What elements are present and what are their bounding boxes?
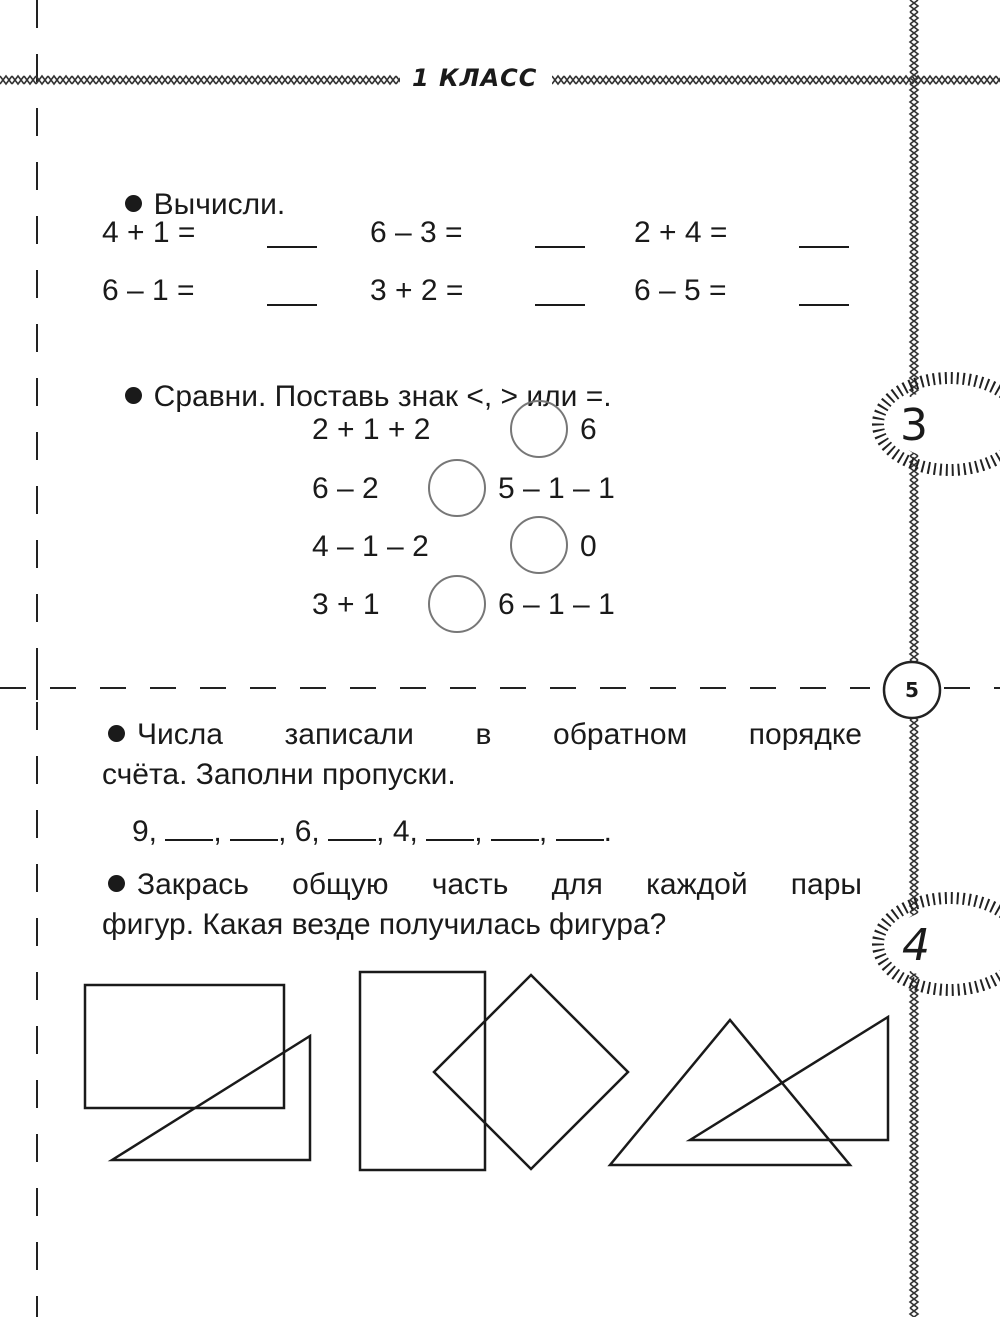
shape-rectangle-1[interactable] xyxy=(85,985,284,1108)
shape-diamond[interactable] xyxy=(434,975,628,1169)
task3-instruction-line2: счёта. Заполни пропуски. xyxy=(102,758,456,791)
compare-right-2: 5 – 1 – 1 xyxy=(498,472,615,505)
task1-expr-2: 6 – 3 = xyxy=(370,216,463,249)
compare-left-4: 3 + 1 xyxy=(312,588,380,621)
task3-instruction-line1: Числа записали в обратном порядке xyxy=(108,720,862,750)
shape-right-triangle-1[interactable] xyxy=(112,1036,310,1160)
task1-expr-3: 2 + 4 = xyxy=(634,216,728,249)
page-number: 5 xyxy=(905,678,919,702)
compare-left-3: 4 – 1 – 2 xyxy=(312,530,429,563)
shape-right-triangle-2[interactable] xyxy=(690,1017,888,1140)
shape-rectangle-2[interactable] xyxy=(360,972,485,1170)
task1-expr-4: 6 – 1 = xyxy=(102,274,195,307)
task4-instruction-line1: Закрась общую часть для каждой пары xyxy=(108,870,862,900)
task1-expr-1: 4 + 1 = xyxy=(102,216,196,249)
task4-instruction-line2: фигур. Какая везде получилась фигура? xyxy=(102,908,667,941)
task1-instruction: Вычисли. xyxy=(108,160,285,220)
compare-right-1: 6 xyxy=(580,413,597,446)
compare-right-3: 0 xyxy=(580,530,597,563)
compare-left-1: 2 + 1 + 2 xyxy=(312,413,431,446)
task1-expr-5: 3 + 2 = xyxy=(370,274,464,307)
task2-instruction: Сравни. Поставь знак <, > или =. xyxy=(108,352,612,412)
shape-triangle[interactable] xyxy=(610,1020,850,1165)
number-sequence: 9, , , 6, , 4, , , . xyxy=(132,815,612,848)
header-title: 1 КЛАСС xyxy=(412,64,538,92)
compare-right-4: 6 – 1 – 1 xyxy=(498,588,615,621)
task1-expr-6: 6 – 5 = xyxy=(634,274,727,307)
task-number-3: 3 xyxy=(900,400,928,451)
task-number-4: 4 xyxy=(902,920,930,971)
compare-left-2: 6 – 2 xyxy=(312,472,379,505)
